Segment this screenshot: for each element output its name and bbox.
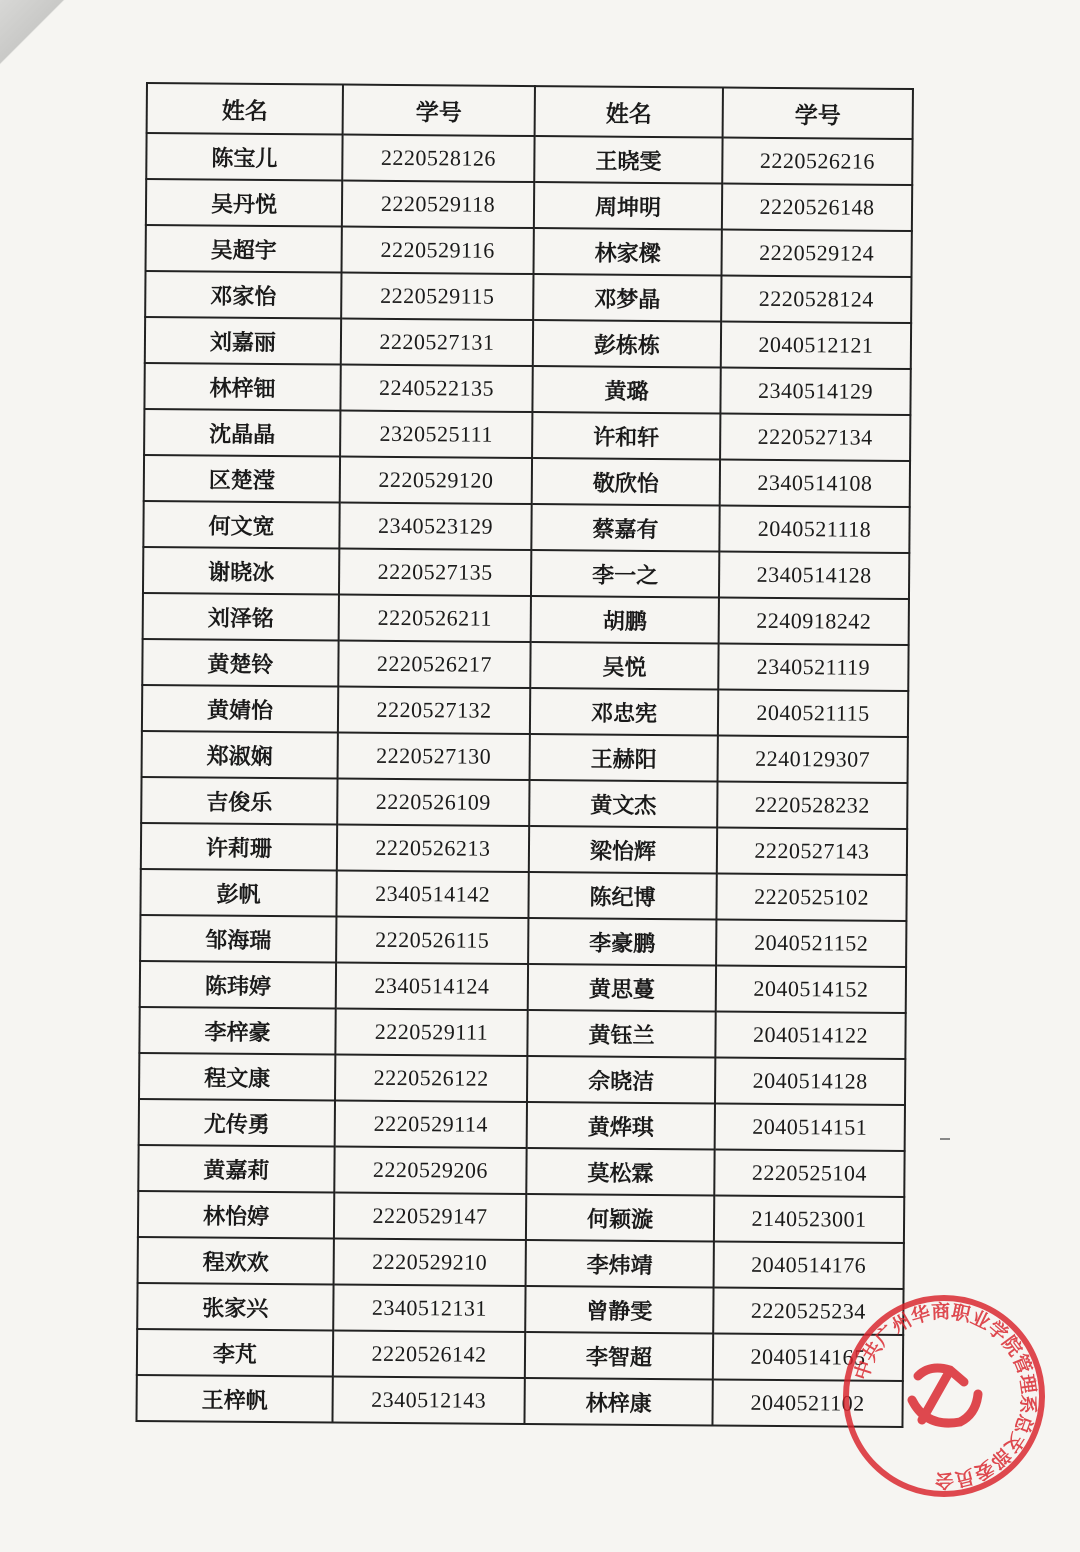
student-name-right: 李炜靖 [526, 1240, 714, 1287]
student-name-right: 莫松霖 [526, 1148, 714, 1195]
student-id-left: 2340514142 [336, 871, 528, 919]
table-row [146, 133, 912, 185]
table-row [137, 1283, 903, 1335]
student-roster-table [135, 82, 914, 1428]
student-name-right: 邓忠宪 [530, 688, 718, 735]
table-row [140, 961, 906, 1013]
student-id-left: 2220528126 [342, 135, 534, 183]
student-id-right: 2220528124 [721, 276, 911, 323]
table-row [145, 317, 911, 369]
student-id-left: 2220526122 [335, 1055, 527, 1103]
student-id-right: 2140523001 [714, 1195, 904, 1242]
student-id-left: 2240522135 [340, 365, 532, 413]
student-name-left: 李梓豪 [139, 1007, 335, 1055]
student-name-right: 王晓雯 [534, 136, 722, 183]
table-row [139, 1053, 905, 1105]
student-name-left: 邹海瑞 [140, 915, 336, 963]
table-row [138, 1237, 904, 1289]
student-name-left: 张家兴 [137, 1283, 333, 1331]
student-id-left: 2220527132 [338, 687, 530, 735]
table-row [141, 777, 907, 829]
student-id-right: 2040514152 [716, 966, 906, 1013]
student-id-right: 2040512121 [721, 322, 911, 369]
seal-text: 中共广州华商职业学院管理系总支部委员会 [850, 1300, 1040, 1492]
student-name-left: 陈宝儿 [146, 133, 342, 181]
table-row [142, 639, 908, 691]
student-id-left: 2220529120 [340, 457, 532, 505]
student-name-left: 王梓帆 [136, 1375, 332, 1423]
student-id-right: 2220527134 [720, 414, 910, 461]
table-row [144, 363, 910, 415]
header-id-left: 学号 [343, 85, 535, 137]
student-id-right: 2220526148 [722, 184, 912, 231]
student-name-left: 吉俊乐 [141, 777, 337, 825]
student-name-left: 林怡婷 [138, 1191, 334, 1239]
student-id-right: 2040521152 [716, 920, 906, 967]
party-emblem-icon [912, 1368, 978, 1423]
table-row [140, 915, 906, 967]
student-name-right: 王赫阳 [530, 734, 718, 781]
table-row [143, 593, 909, 645]
student-id-right: 2240129307 [718, 736, 908, 783]
student-id-left: 2220529118 [342, 181, 534, 229]
student-name-left: 黄楚铃 [142, 639, 338, 687]
header-name-right: 姓名 [535, 86, 723, 137]
student-name-right: 林家樑 [534, 228, 722, 275]
student-name-right: 胡鹏 [531, 596, 719, 643]
student-id-left: 2320525111 [340, 411, 532, 459]
student-id-right: 2040514176 [714, 1241, 904, 1288]
table-row [142, 685, 908, 737]
student-name-left: 沈晶晶 [144, 409, 340, 457]
student-id-left: 2340523129 [339, 503, 531, 551]
table-row [139, 1007, 905, 1059]
student-id-right: 2220525102 [716, 874, 906, 921]
student-id-right: 2220527143 [717, 828, 907, 875]
table-row [143, 547, 909, 599]
student-name-right: 李豪鹏 [528, 918, 716, 965]
student-name-right: 曾静雯 [525, 1286, 713, 1333]
student-name-left: 吴丹悦 [146, 179, 342, 227]
student-name-left: 程文康 [139, 1053, 335, 1101]
student-name-left: 吴超宇 [146, 225, 342, 273]
student-name-right: 周坤明 [534, 182, 722, 229]
student-name-right: 黄璐 [532, 366, 720, 413]
student-name-left: 黄婧怡 [142, 685, 338, 733]
student-id-left: 2220529206 [334, 1147, 526, 1195]
student-name-right: 彭栋栋 [533, 320, 721, 367]
student-id-left: 2220529115 [341, 273, 533, 321]
student-name-right: 林梓康 [524, 1378, 712, 1425]
stray-mark [940, 1138, 950, 1140]
student-name-right: 邓梦晶 [533, 274, 721, 321]
student-id-left: 2220529116 [342, 227, 534, 275]
table-row [139, 1099, 905, 1151]
student-name-left: 李芃 [137, 1329, 333, 1377]
student-id-left: 2340514124 [336, 963, 528, 1011]
student-id-left: 2220526211 [339, 595, 531, 643]
table-row [138, 1145, 904, 1197]
table-row [141, 823, 907, 875]
student-id-right: 2220526216 [722, 138, 912, 185]
student-id-right: 2040514122 [715, 1012, 905, 1059]
student-name-left: 邓家怡 [145, 271, 341, 319]
header-name-left: 姓名 [147, 83, 343, 135]
student-id-left: 2220529114 [335, 1101, 527, 1149]
table-row [144, 409, 910, 461]
student-name-left: 黄嘉莉 [138, 1145, 334, 1193]
student-name-right: 梁怡辉 [529, 826, 717, 873]
student-id-right: 2220528232 [717, 782, 907, 829]
table-row [136, 1375, 902, 1427]
student-name-left: 林梓钿 [144, 363, 340, 411]
student-name-left: 刘泽铭 [143, 593, 339, 641]
page-corner-shadow [0, 0, 90, 90]
student-id-right: 2220525104 [714, 1149, 904, 1196]
student-id-left: 2220529210 [334, 1239, 526, 1287]
student-id-left: 2220529111 [335, 1009, 527, 1057]
student-id-right: 2220525234 [713, 1287, 903, 1334]
table-row [146, 225, 912, 277]
student-id-right: 2340521119 [718, 644, 908, 691]
student-id-left: 2220526142 [333, 1331, 525, 1379]
student-id-right: 2340514108 [720, 460, 910, 507]
table-header [147, 83, 913, 139]
student-id-left: 2220529147 [334, 1193, 526, 1241]
student-id-right: 2340514129 [720, 368, 910, 415]
student-name-left: 尤传勇 [139, 1099, 335, 1147]
student-name-left: 彭帆 [140, 869, 336, 917]
table-row [143, 501, 909, 553]
student-name-right: 许和轩 [532, 412, 720, 459]
header-row [147, 83, 913, 139]
student-id-left: 2220526109 [337, 779, 529, 827]
student-id-right: 2040514128 [715, 1058, 905, 1105]
student-name-right: 黄烨琪 [527, 1102, 715, 1149]
student-name-left: 何文宽 [143, 501, 339, 549]
table-row [140, 869, 906, 921]
student-name-right: 李一之 [531, 550, 719, 597]
student-name-right: 蔡嘉有 [531, 504, 719, 551]
student-id-right: 2340514128 [719, 552, 909, 599]
student-name-right: 黄钰兰 [527, 1010, 715, 1057]
student-id-left: 2220526213 [337, 825, 529, 873]
student-name-left: 刘嘉丽 [145, 317, 341, 365]
table-row [142, 731, 908, 783]
student-name-left: 许莉珊 [141, 823, 337, 871]
student-id-right: 2040521118 [719, 506, 909, 553]
student-name-right: 佘晓洁 [527, 1056, 715, 1103]
student-id-left: 2220526115 [336, 917, 528, 965]
table-row [146, 179, 912, 231]
student-id-right: 2220529124 [721, 230, 911, 277]
student-name-left: 程欢欢 [138, 1237, 334, 1285]
student-id-right: 2040514165 [713, 1333, 903, 1380]
table-row [137, 1329, 903, 1381]
student-id-right: 2040514151 [715, 1104, 905, 1151]
table-row [144, 455, 910, 507]
student-id-left: 2220527131 [341, 319, 533, 367]
student-id-right: 2040521102 [712, 1379, 902, 1426]
student-name-right: 黄文杰 [529, 780, 717, 827]
student-id-left: 2220526217 [338, 641, 530, 689]
student-name-right: 何颖漩 [526, 1194, 714, 1241]
student-id-right: 2040521115 [718, 690, 908, 737]
student-name-right: 黄思蔓 [528, 964, 716, 1011]
student-name-right: 吴悦 [530, 642, 718, 689]
header-id-right: 学号 [723, 88, 913, 139]
student-id-right: 2240918242 [719, 598, 909, 645]
student-name-right: 陈纪博 [528, 872, 716, 919]
table-row [145, 271, 911, 323]
student-name-right: 李智超 [525, 1332, 713, 1379]
student-name-right: 敬欣怡 [532, 458, 720, 505]
student-name-left: 郑淑娴 [142, 731, 338, 779]
table-row [138, 1191, 904, 1243]
student-id-left: 2340512143 [332, 1377, 524, 1425]
student-name-left: 区楚滢 [144, 455, 340, 503]
student-id-left: 2220527135 [339, 549, 531, 597]
student-name-left: 陈玮婷 [140, 961, 336, 1009]
student-name-left: 谢晓冰 [143, 547, 339, 595]
student-id-left: 2220527130 [338, 733, 530, 781]
student-id-left: 2340512131 [333, 1285, 525, 1333]
table-body [136, 133, 912, 1427]
